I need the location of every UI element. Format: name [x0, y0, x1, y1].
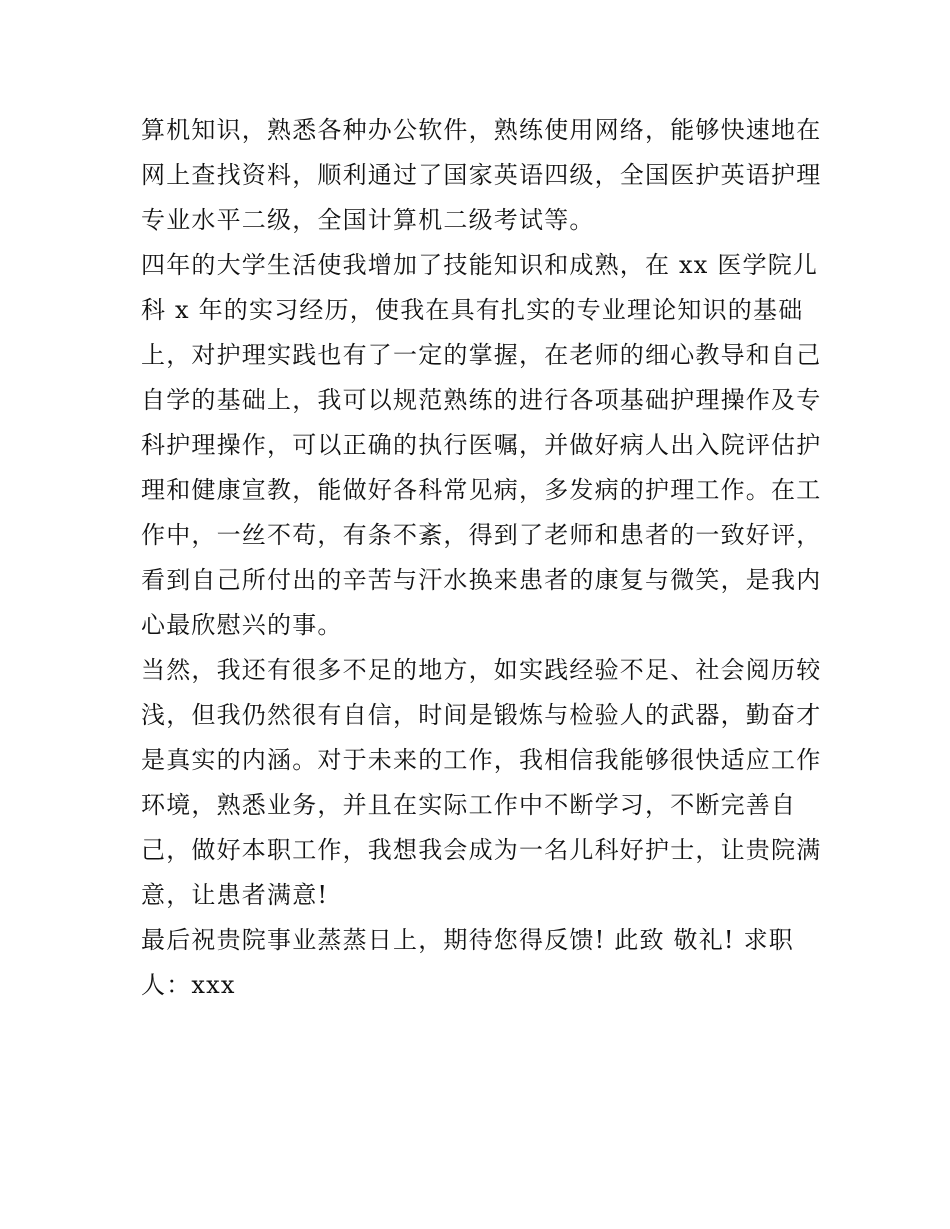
- text-line: 四年的大学生活使我增加了技能知识和成熟，在 xx 医学院儿: [141, 251, 819, 279]
- text-line: 理和健康宣教，能做好各科常见病，多发病的护理工作。在工: [141, 476, 822, 504]
- text-line: 算机知识，熟悉各种办公软件，熟练使用网络，能够快速地在: [141, 116, 822, 144]
- text-line: 最后祝贵院事业蒸蒸日上，期待您得反馈! 此致 敬礼! 求职: [141, 926, 794, 954]
- text-line: 环境，熟悉业务，并且在实际工作中不断学习，不断完善自: [141, 791, 797, 819]
- signature-line: 人：xxx: [141, 971, 236, 999]
- text-line: 浅，但我仍然很有自信，时间是锻炼与检验人的武器，勤奋才: [141, 701, 822, 729]
- text-line: 当然，我还有很多不足的地方，如实践经验不足、社会阅历较: [141, 656, 822, 684]
- text-line: 看到自己所付出的辛苦与汗水换来患者的康复与微笑，是我内: [141, 566, 822, 594]
- text-line: 自学的基础上，我可以规范熟练的进行各项基础护理操作及专: [141, 386, 822, 414]
- text-line: 科 x 年的实习经历，使我在具有扎实的专业理论知识的基础: [141, 296, 804, 324]
- text-line: 己，做好本职工作，我想我会成为一名儿科好护士，让贵院满: [141, 836, 822, 864]
- text-line: 科护理操作，可以正确的执行医嘱，并做好病人出入院评估护: [141, 431, 822, 459]
- text-line: 网上查找资料，顺利通过了国家英语四级，全国医护英语护理: [141, 161, 822, 189]
- text-line: 意，让患者满意!: [141, 881, 329, 909]
- text-line: 作中，一丝不苟，有条不紊，得到了老师和患者的一致好评，: [141, 521, 822, 549]
- text-line: 上，对护理实践也有了一定的掌握，在老师的细心教导和自己: [141, 341, 822, 369]
- text-line: 专业水平二级，全国计算机二级考试等。: [141, 206, 595, 234]
- text-line: 心最欣慰兴的事。: [141, 611, 343, 639]
- text-line: 是真实的内涵。对于未来的工作，我相信我能够很快适应工作: [141, 746, 822, 774]
- letter-body: [141, 108, 821, 1008]
